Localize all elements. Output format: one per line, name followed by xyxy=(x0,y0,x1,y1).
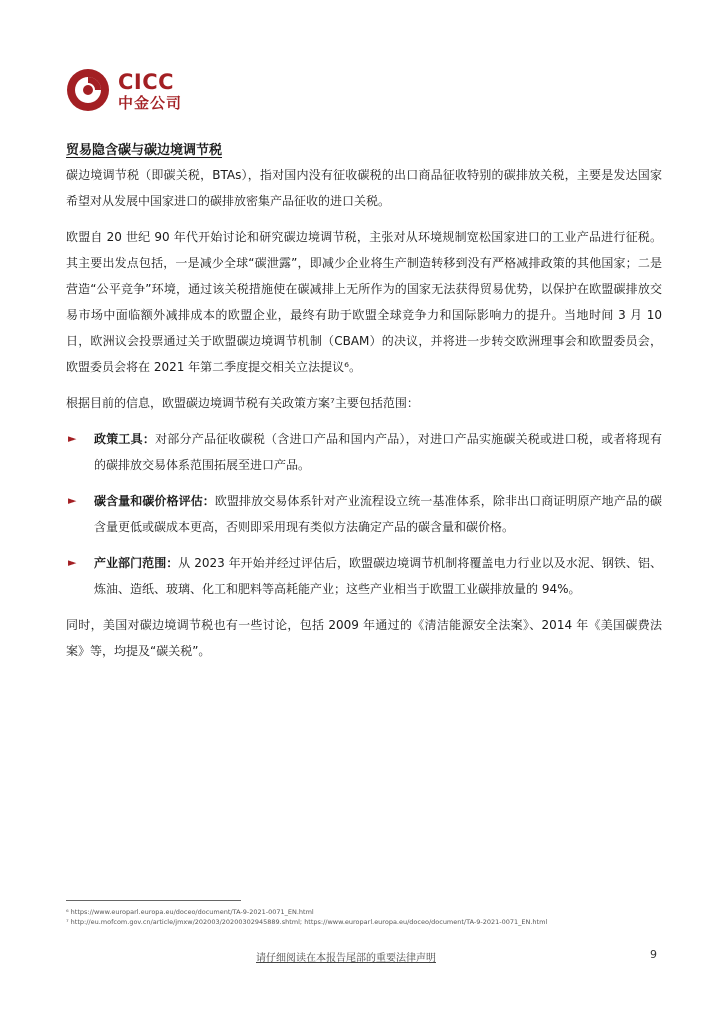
cicc-logo-icon xyxy=(66,68,110,112)
main-content xyxy=(66,140,662,674)
footnote-7[interactable]: ⁷ http://eu.mofcom.gov.cn/article/jmxw/202003/20200302945889.shtml; https://www.europarl.europa.eu/doceo/document/TA-9-2021-0071_EN.html xyxy=(66,918,548,926)
paragraph-1: 碳边境调节税（即碳关税，BTAs），指对国内没有征收碳税的出口商品征收特别的碳排放关税，主要是发达国家希望对从发展中国家进口的碳排放密集产品征收的进口关税。 xyxy=(66,168,662,208)
section-title: 贸易隐含碳与碳边境调节税 xyxy=(66,143,223,158)
logo-text-en: CICC xyxy=(118,70,175,94)
bullet-label: 碳含量和碳价格评估： xyxy=(94,494,215,508)
footnotes xyxy=(66,907,666,927)
triangle-bullet-icon: ► xyxy=(68,494,77,507)
header xyxy=(66,68,206,114)
list-item xyxy=(66,488,662,540)
list-item xyxy=(66,550,662,602)
page-number: 9 xyxy=(650,948,657,961)
legal-disclaimer-link[interactable]: 请仔细阅读在本报告尾部的重要法律声明 xyxy=(256,953,436,964)
footnote-divider xyxy=(66,900,241,901)
policy-bullet-list xyxy=(66,426,662,602)
triangle-bullet-icon: ► xyxy=(68,556,77,569)
bullet-text: 欧盟排放交易体系针对产业流程设立统一基准体系，除非出口商证明原产地产品的碳含量更低或碳成本更高，否则即采用现有类似方法确定产品的碳含量和碳价格。 xyxy=(94,494,662,534)
list-item xyxy=(66,426,662,478)
logo-text-cn: 中金公司 xyxy=(118,94,183,112)
paragraph-2: 欧盟自 20 世纪 90 年代开始讨论和研究碳边境调节税，主张对从环境规制宽松国家进口的工业产品进行征税。其主要出发点包括，一是减少全球“碳泄露”，即减少企业将生产制造转移到没有严格减排政策的其他国家；二是营造“公平竞争”环境，通过该关税措施使在碳减排上无所作为的国家无法获得贸易优势，以保护在欧盟碳排放交易市场中面临额外减排成本的欧盟企业，最终有助于欧盟全球竞争力和国际影响力的提升。当地时间 3 月 10 日，欧洲议会投票通过关于欧盟碳边境调节机制（CBAM）的决议，并将进一步转交欧洲理事会和欧盟委员会，欧盟委员会将在 2021 年第二季度提交相关立法提议⁶。 xyxy=(66,230,662,374)
bullet-label: 政策工具： xyxy=(94,432,156,446)
bullet-text: 对部分产品征收碳税（含进口产品和国内产品），对进口产品实施碳关税或进口税，或者将现有的碳排放交易体系范围拓展至进口产品。 xyxy=(94,432,662,472)
bullet-text: 从 2023 年开始并经过评估后，欧盟碳边境调节机制将覆盖电力行业以及水泥、钢铁、铝、炼油、造纸、玻璃、化工和肥料等高耗能产业；这些产业相当于欧盟工业碳排放量的 94%。 xyxy=(94,556,662,596)
paragraph-3: 根据目前的信息，欧盟碳边境调节税有关政策方案⁷主要包括范围： xyxy=(66,396,419,410)
closing-paragraph: 同时，美国对碳边境调节税也有一些讨论，包括 2009 年通过的《清洁能源安全法案》、2014 年《美国碳费法案》等，均提及“碳关税”。 xyxy=(66,618,662,658)
bullet-label: 产业部门范围： xyxy=(94,556,179,570)
triangle-bullet-icon: ► xyxy=(68,432,77,445)
footnote-6[interactable]: ⁶ https://www.europarl.europa.eu/doceo/document/TA-9-2021-0071_EN.html xyxy=(66,908,314,916)
